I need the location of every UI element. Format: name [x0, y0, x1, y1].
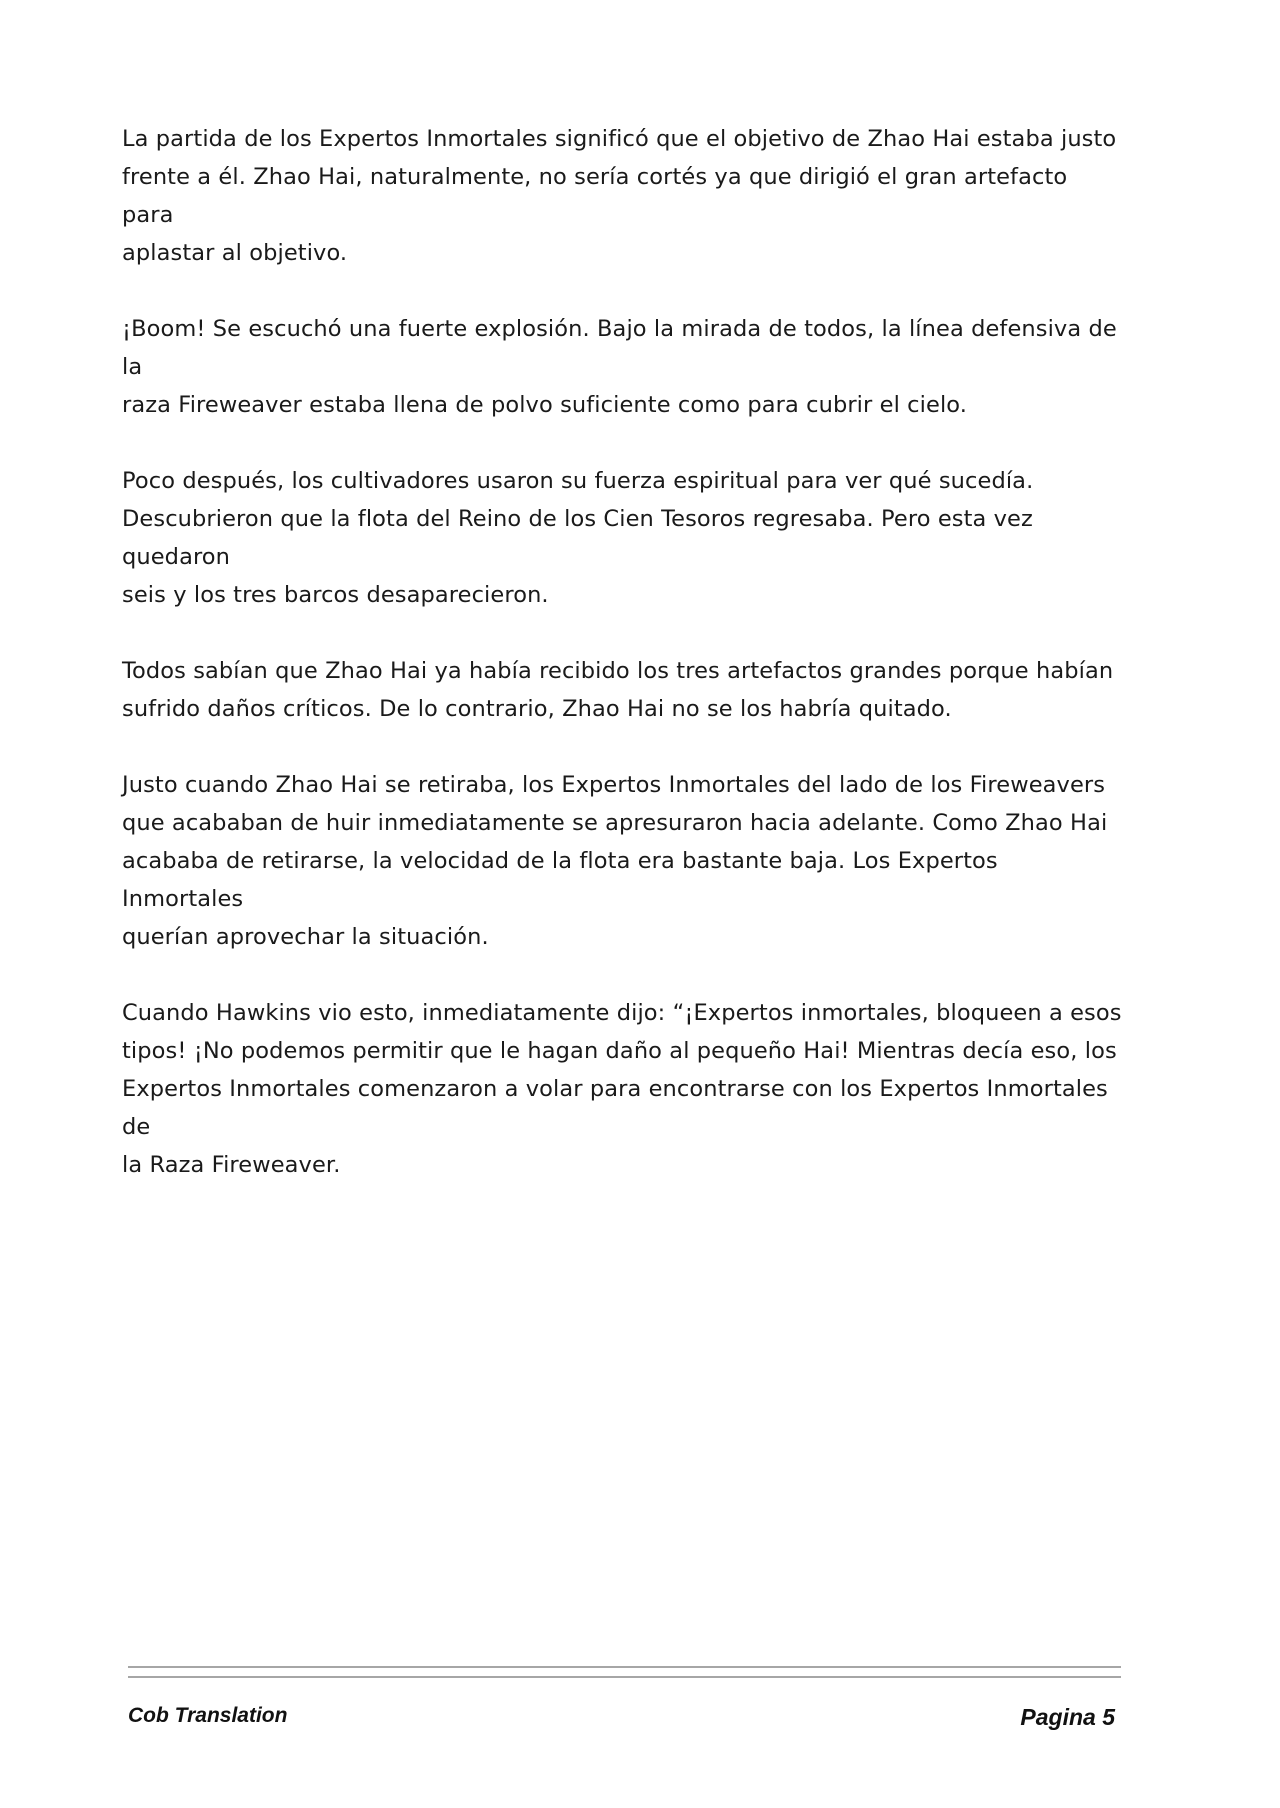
paragraph-6: Cuando Hawkins vio esto, inmediatamente dijo: “¡Expertos inmortales, bloqueen a esos tipos! ¡No podemos permitir que le hagan daño al pequeño Hai! Mientras decía eso, los Expertos Inmortales comenzaron a volar para encontrarse con los Expertos Inmortales de la Raza Fireweaver. [122, 1000, 1122, 1178]
footer-translator-credit: Cob Translation [128, 1704, 288, 1727]
paragraph-3: Poco después, los cultivadores usaron su fuerza espiritual para ver qué sucedía. Descubrieron que la flota del Reino de los Cien Tesoros regresaba. Pero esta vez quedaron seis y los tres barcos desaparecieron. [122, 468, 1034, 608]
paragraph-4: Todos sabían que Zhao Hai ya había recibido los tres artefactos grandes porque habían sufrido daños críticos. De lo contrario, Zhao Hai no se los habría quitado. [122, 658, 1114, 722]
paragraph-1: La partida de los Expertos Inmortales significó que el objetivo de Zhao Hai estaba justo frente a él. Zhao Hai, naturalmente, no sería cortés ya que dirigió el gran artefacto para aplastar al objetivo. [122, 126, 1117, 266]
paragraph-5: Justo cuando Zhao Hai se retiraba, los Expertos Inmortales del lado de los Fireweavers que acababan de huir inmediatamente se apresuraron hacia adelante. Como Zhao Hai acababa de retirarse, la velocidad de la flota era bastante baja. Los Expertos Inmortales querían aprovechar la situación. [122, 772, 1108, 950]
footer-divider-top [128, 1666, 1121, 1668]
footer-page-number: Pagina 5 [1020, 1704, 1115, 1730]
footer-divider-bottom [128, 1676, 1121, 1678]
paragraph-2: ¡Boom! Se escuchó una fuerte explosión. Bajo la mirada de todos, la línea defensiva de la raza Fireweaver estaba llena de polvo suficiente como para cubrir el cielo. [122, 316, 1117, 418]
body-text [122, 120, 1122, 1222]
